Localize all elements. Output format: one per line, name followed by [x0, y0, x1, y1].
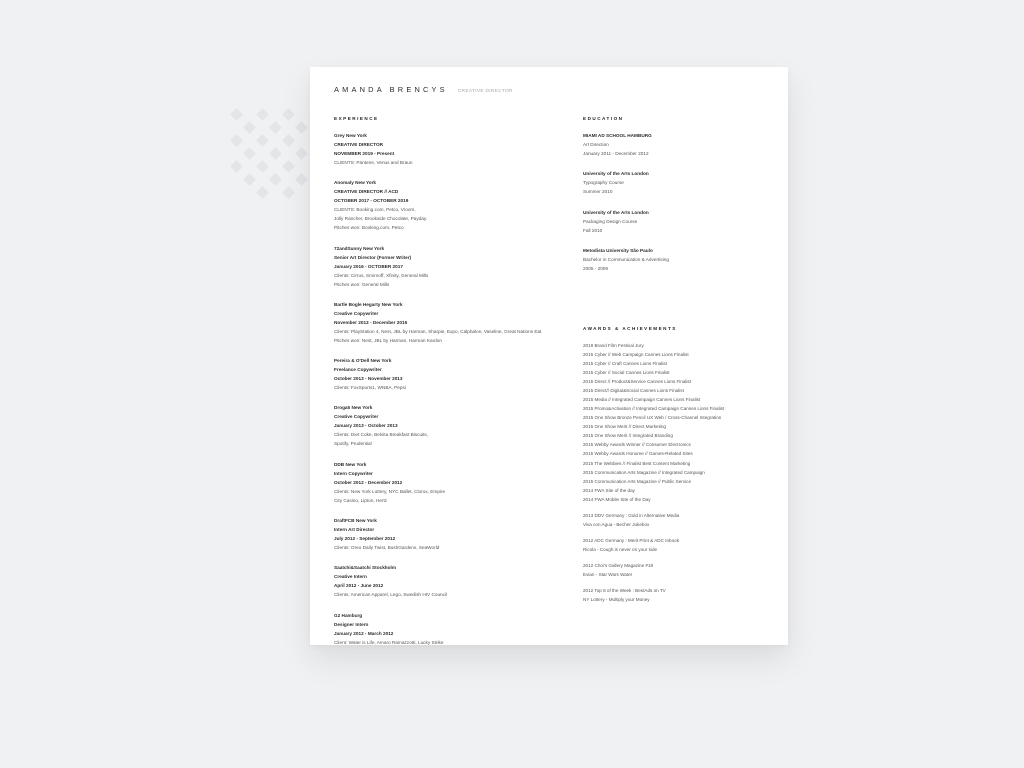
decorative-diamond: [269, 121, 282, 134]
right-column: [583, 116, 773, 604]
award-item: 2015 Direct// Digital&Social Cannes Lions Finalist: [583, 388, 684, 394]
award-item: Evian - Star Wars Water: [583, 571, 633, 577]
job-detail: Client: Water is Life, Amaro Ramazzotti, Lucky Strike: [334, 639, 444, 645]
job-role: Designer Intern: [334, 621, 369, 627]
award-block: [583, 511, 773, 529]
experience-entry: [334, 178, 570, 232]
award-item: 2012 Choi's Gallery Magazine #18: [583, 562, 654, 568]
school-name: MIAMI AD SCHOOL HAMBURG: [583, 133, 652, 138]
award-item: 2015 Webby Awards Honoree // Games-Related Sites: [583, 451, 693, 457]
job-dates: OCTOBER 2017 - OCTOBER 2019: [334, 198, 409, 204]
decorative-diamond-pattern: [232, 110, 322, 220]
experience-title: EXPERIENCE: [334, 116, 379, 121]
job-role: Intern Art Director: [334, 527, 375, 533]
resume-sheet: [310, 67, 788, 645]
award-item: 2012 Top 8 of the Week : BestAds on TV: [583, 588, 666, 594]
education-detail: Fall 2010: [583, 227, 603, 233]
person-name: AMANDA BRENCYS: [334, 85, 448, 94]
company-name: Grey New York: [334, 133, 367, 138]
job-detail: Clients: New York Lottery, NYC Ballet, Clorox, Empire: [334, 488, 446, 494]
experience-entry: [334, 611, 570, 647]
job-role: Creative Copywriter: [334, 414, 379, 420]
decorative-diamond: [243, 173, 256, 186]
award-block: [583, 561, 773, 579]
education-entry: [583, 169, 773, 196]
company-name: Pereira & O'Dell New York: [334, 358, 392, 364]
award-item: 2019 Brand Film Festival Jury: [583, 342, 644, 348]
award-item: Viva con Agua - Becher Jukebox: [583, 521, 650, 527]
school-name: University of the Arts London: [583, 171, 649, 177]
award-item: 2015 The Webbies // Finalist Best Content Marketing: [583, 460, 691, 466]
job-dates: April 2012 - June 2012: [334, 583, 384, 589]
decorative-diamond: [269, 147, 282, 160]
job-detail: CLIENTS: Booking.com, Petco, Vroom,: [334, 207, 416, 213]
decorative-diamond: [243, 121, 256, 134]
award-item: 2015 Direct // Product&Service Cannes Lions Finalist: [583, 379, 692, 385]
job-detail: Clients: PlayStation 4, Nest, JBL by Harman, Sharpie, Expo, Calphalon, Vaseline, Great Nations Eat: [334, 328, 542, 334]
award-block: [583, 586, 773, 604]
award-item: 2014 FWA Mobile Site of the Day: [583, 496, 651, 502]
job-detail: Clients: Diet Coke, Belvita Breakfast Biscuits,: [334, 432, 429, 438]
company-name: G2 Hamburg: [334, 612, 363, 618]
school-name: Metodista University São Paulo: [583, 247, 653, 253]
company-name: DDB New York: [334, 461, 367, 467]
decorative-diamond: [269, 173, 282, 186]
award-item: 2015 One Show Merit // Integrated Branding: [583, 433, 673, 439]
award-item: 2015 Communication Arts Magazine // Integrated Campaign: [583, 469, 705, 475]
job-dates: NOVEMBER 2019 - Present: [334, 151, 395, 156]
experience-entry: [334, 300, 570, 345]
education-detail: Typography Course: [583, 180, 624, 186]
job-role: Freelance Copywriter: [334, 367, 382, 373]
company-name: Anomaly New York: [334, 180, 377, 186]
job-role: CREATIVE DIRECTOR // ACD: [334, 189, 399, 195]
award-item: 2015 Promo&Activation // Integrated Campaign Cannes Lions Finalist: [583, 406, 725, 412]
job-detail: Jolly Rancher, Brookside Chocolate, Payday.: [334, 216, 428, 222]
decorative-diamond: [230, 108, 243, 121]
person-role: CREATIVE DIRECTOR: [457, 89, 513, 94]
decorative-diamond: [230, 160, 243, 173]
job-dates: July 2012 - September 2012: [334, 536, 396, 542]
decorative-diamond: [256, 160, 269, 173]
award-item: 2012 ADC Germany : Merit Print & ADC Inbook: [583, 537, 679, 543]
experience-section: [334, 116, 570, 658]
job-detail: Clients: FoxSports1, WNBA, Pepsi: [334, 385, 406, 391]
job-detail: Pitches won: Nest, JBL by Harman, Harman Kardon: [334, 337, 442, 343]
award-item: 2015 Webby Awards Winner // Consumer Electronics: [583, 442, 691, 448]
experience-entry: [334, 516, 570, 552]
job-dates: October 2013 - November 2013: [334, 376, 403, 382]
job-detail: Clients: Cirrus, Smirnoff, Xfinity, General Mills: [334, 272, 429, 278]
experience-entry: [334, 244, 570, 289]
award-item: 2015 Cyber // Web Campaign Cannes Lions Finalist: [583, 351, 689, 357]
school-name: University of the Arts London: [583, 209, 649, 215]
decorative-diamond: [295, 121, 308, 134]
resume-header: [334, 85, 513, 94]
award-item: 2014 FWA Site of the day: [583, 487, 635, 493]
education-detail: Art Direction: [583, 142, 609, 147]
award-item: 2015 Communication Arts Magazine // Public Service: [583, 478, 692, 484]
company-name: DraftFCB New York: [334, 518, 377, 524]
award-block: [583, 536, 773, 554]
decorative-diamond: [282, 186, 295, 199]
job-detail: Clients: Oreo Daily Twist, BushGardens, SeaWorld: [334, 545, 440, 551]
job-role: Senior Art Director (Former Writer): [334, 254, 412, 260]
job-dates: November 2013 - December 2015: [334, 319, 408, 325]
company-name: Droga5 New York: [334, 405, 373, 411]
job-dates: January 2012 - March 2012: [334, 630, 394, 636]
job-dates: January 2013 - October 2013: [334, 423, 398, 429]
job-detail: Clients: American Apparel, Lego, Swedish HIV Council: [334, 592, 448, 598]
award-item: 2015 Cyber // Craft Cannes Lions Finalist: [583, 360, 668, 366]
job-role: Creative Intern: [334, 574, 367, 580]
experience-entry: [334, 356, 570, 392]
decorative-diamond: [282, 108, 295, 121]
job-detail: City Casino, Lipton, Hertz: [334, 497, 388, 503]
decorative-diamond: [295, 147, 308, 160]
job-role: Creative Copywriter: [334, 310, 379, 316]
award-item: 2013 DDV Germany : Gold in Alternative Media: [583, 512, 680, 518]
job-detail: Spotify, Prudential: [334, 441, 372, 447]
awards-list: [583, 341, 773, 504]
job-dates: January 2016 - OCTOBER 2017: [334, 263, 403, 269]
education-title: EDUCATION: [583, 116, 624, 121]
experience-entry: [334, 563, 570, 599]
job-role: CREATIVE DIRECTOR: [334, 142, 384, 147]
education-detail: Bachelor in Communication & Advertising: [583, 256, 669, 262]
award-item: Ricola - Cough is never on your side: [583, 546, 658, 552]
education-entry: [583, 208, 773, 235]
decorative-diamond: [295, 173, 308, 186]
education-detail: Packaging Design Course: [583, 218, 638, 224]
company-name: Bartle Bogle Hegarty New York: [334, 301, 403, 307]
experience-entry: [334, 403, 570, 448]
award-item: 2015 Cyber // Social Cannes Lions Finalist: [583, 370, 670, 376]
education-detail: January 2011 - December 2012: [583, 151, 649, 156]
education-entry: [583, 246, 773, 273]
decorative-diamond: [256, 134, 269, 147]
education-detail: 2005 - 2009: [583, 265, 609, 271]
awards-title: AWARDS & ACHIEVEMENTS: [583, 325, 677, 331]
decorative-diamond: [256, 186, 269, 199]
experience-entry: [334, 131, 570, 167]
job-detail: Pitches won: General Mills: [334, 281, 390, 287]
award-item: 2015 One Show Bronze Pencil UX Web / Cross-Channel Integration: [583, 415, 722, 421]
decorative-diamond: [282, 134, 295, 147]
award-item: 2015 Media // Integrated Campaign Cannes Lions Finalist: [583, 397, 701, 403]
decorative-diamond: [282, 160, 295, 173]
experience-entry: [334, 460, 570, 505]
education-entry: [583, 131, 773, 158]
education-detail: Summer 2010: [583, 189, 613, 195]
job-detail: Pitches won: Booking.com, Petco: [334, 225, 404, 231]
company-name: Saatchi&Saatchi Stockholm: [334, 565, 396, 571]
decorative-diamond: [243, 147, 256, 160]
job-detail: CLIENTS: Pantene, Venus and Braun: [334, 160, 413, 165]
award-item: 2015 One Show Merit // Direct Marketing: [583, 424, 666, 430]
job-dates: October 2012 - December 2012: [334, 479, 403, 485]
decorative-diamond: [256, 108, 269, 121]
company-name: 72andSunny New York: [334, 245, 385, 251]
award-item: NY Lottery - Multiply your Money: [583, 597, 650, 603]
decorative-diamond: [230, 134, 243, 147]
job-role: Intern Copywriter: [334, 470, 373, 476]
